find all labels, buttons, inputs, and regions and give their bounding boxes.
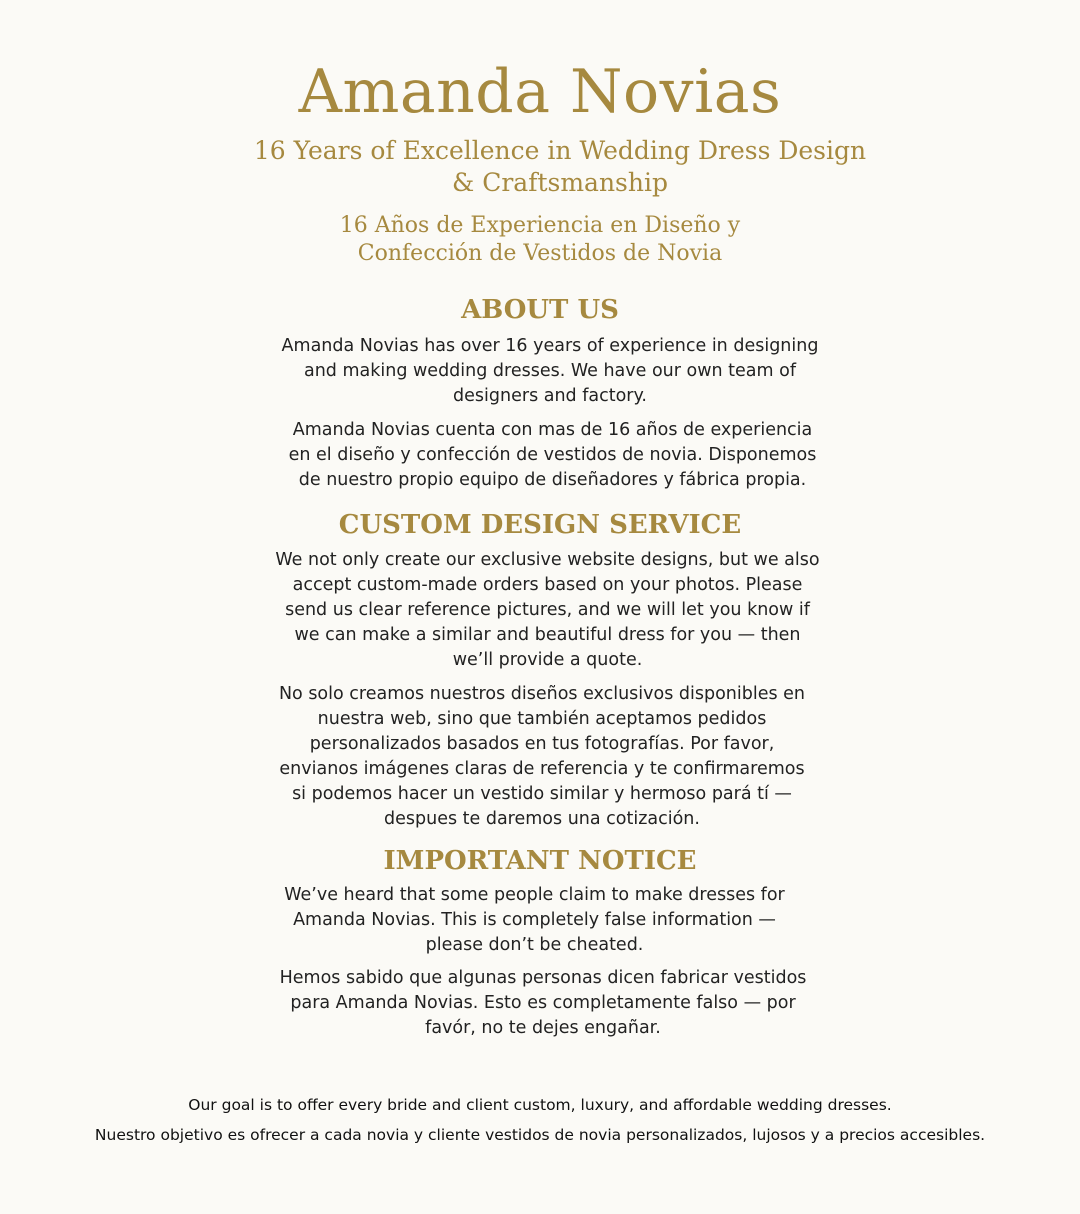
notice-text-es: Hemos sabido que algunas personas dicen fabricar vestidos para Amanda Novias. Esto es completamente falso — por favór, no te dejes engañar. (279, 968, 807, 1038)
custom-text-en: We not only create our exclusive website designs, but we also accept custom-made orders based on your photos. Please send us clear reference pictures, and we will let you know if we can make a similar and beautiful dress for you — then we’ll provide a quote. (275, 550, 820, 670)
footer-goal-es: Nuestro objetivo es ofrecer a cada novia y cliente vestidos de novia personalizados, lujosos y a precios accesibles. (94, 1126, 986, 1144)
about-text-es: Amanda Novias cuenta con mas de 16 años de experiencia en el diseño y confección de vestidos de novia. Disponemos de nuestro propio equipo de diseñadores y fábrica propia. (288, 420, 817, 490)
notice-text-en: We’ve heard that some people claim to make dresses for Amanda Novias. This is completely false information — please don’t be cheated. (284, 885, 785, 955)
footer-goal-en: Our goal is to offer every bride and client custom, luxury, and affordable wedding dresses. (188, 1096, 892, 1114)
about-heading: ABOUT US (461, 295, 619, 325)
notice-heading: IMPORTANT NOTICE (383, 846, 697, 876)
tagline-es: 16 Años de Experiencia en Diseño y Confección de Vestidos de Novia (339, 213, 741, 266)
custom-heading: CUSTOM DESIGN SERVICE (338, 510, 742, 540)
tagline-en: 16 Years of Excellence in Wedding Dress Design & Craftsmanship (253, 136, 867, 197)
about-text-en: Amanda Novias has over 16 years of experience in designing and making wedding dresses. We have our own team of designers and factory. (281, 336, 819, 406)
brand-title: Amanda Novias (298, 57, 782, 127)
custom-text-es: No solo creamos nuestros diseños exclusivos disponibles en nuestra web, sino que también aceptamos pedidos personalizados basados en tus fotografías. Por favor, envianos imágenes claras de referencia y te confirmaremos si podemos hacer un vestido similar y hermoso pará tí — despues te daremos una cotización. (278, 684, 806, 829)
